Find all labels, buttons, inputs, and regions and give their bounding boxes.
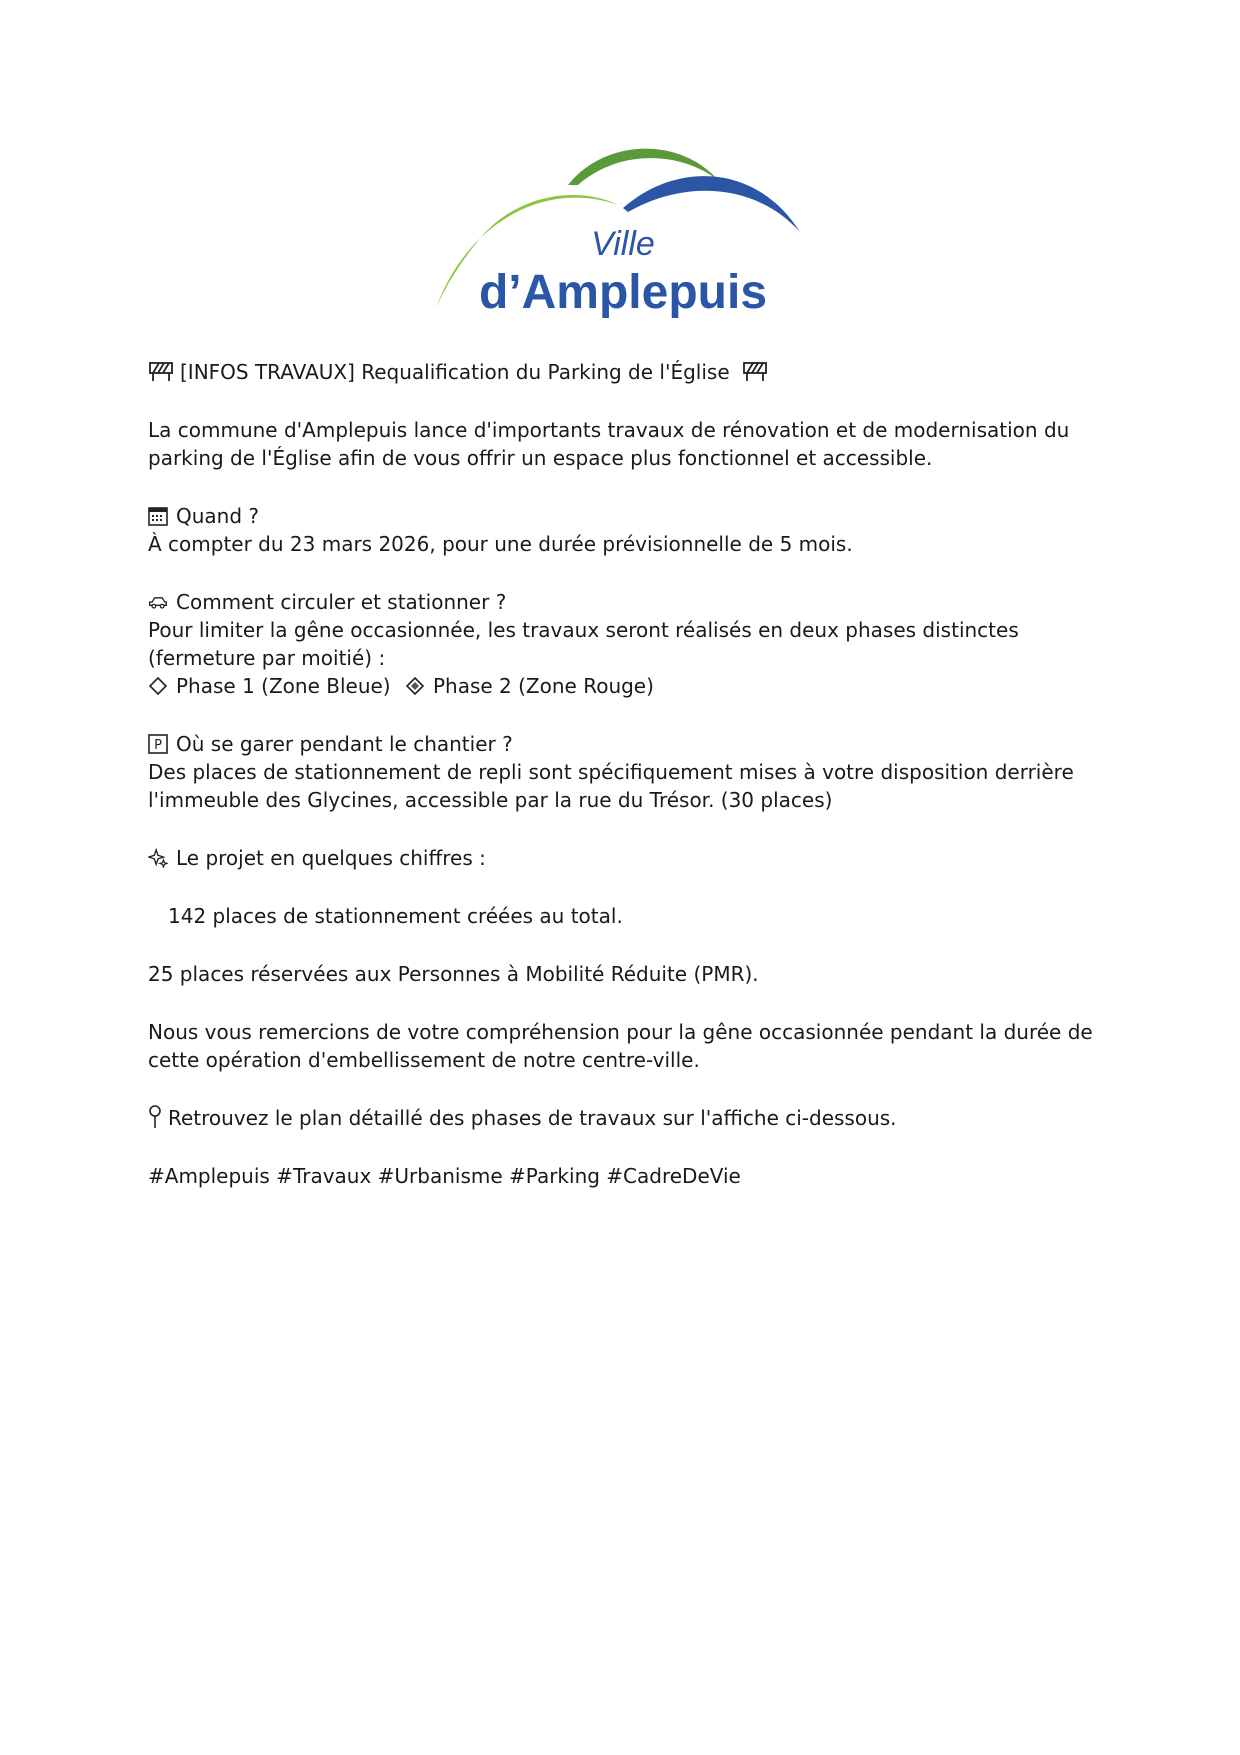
- thanks-paragraph: Nous vous remercions de votre compréhension pour la gêne occasionnée pendant la durée de cette opération d'embellissement de notre centre-ville.: [148, 1020, 1093, 1072]
- diamond-dotted-icon: [405, 676, 425, 696]
- figure-item-2: 25 places réservées aux Personnes à Mobilité Réduite (PMR).: [148, 962, 759, 986]
- when-heading-line: [148, 502, 1098, 530]
- traffic-text: Pour limiter la gêne occasionnée, les travaux seront réalisés en deux phases distinctes (fermeture par moitié) :: [148, 618, 1019, 670]
- when-text: À compter du 23 mars 2026, pour une durée prévisionnelle de 5 mois.: [148, 532, 853, 556]
- logo-line2: d’Amplepuis: [478, 266, 768, 319]
- plan-text: Retrouvez le plan détaillé des phases de travaux sur l'affiche ci-dessous.: [168, 1106, 897, 1130]
- logo-line1: Ville: [591, 225, 655, 263]
- pushpin-icon: [148, 1104, 162, 1130]
- barrier-icon: [148, 359, 174, 383]
- page-title: [INFOS TRAVAUX] Requalification du Parking de l'Église: [180, 360, 730, 384]
- parking-icon-letter: P: [154, 738, 162, 753]
- parking-icon: [148, 734, 168, 754]
- intro-paragraph: La commune d'Amplepuis lance d'importants travaux de rénovation et de modernisation du parking de l'Église afin de vous offrir un espace plus fonctionnel et accessible.: [148, 418, 1070, 470]
- parking-heading-line: [148, 730, 1098, 758]
- parking-heading: Où se garer pendant le chantier ?: [176, 732, 513, 756]
- calendar-icon: [148, 506, 168, 526]
- hashtags: #Amplepuis #Travaux #Urbanisme #Parking #CadreDeVie: [148, 1164, 741, 1188]
- city-logo-graphic: [428, 140, 818, 340]
- when-heading: Quand ?: [176, 504, 260, 528]
- traffic-heading: Comment circuler et stationner ?: [176, 590, 507, 614]
- traffic-heading-line: [148, 588, 1098, 616]
- sparkles-icon: [148, 848, 168, 868]
- phases-line: [148, 672, 1098, 700]
- figures-heading: Le projet en quelques chiffres :: [176, 846, 486, 870]
- figures-heading-line: [148, 844, 1098, 872]
- plan-line: [148, 1104, 1098, 1132]
- phase-1-label: Phase 1 (Zone Bleue): [176, 674, 391, 698]
- diamond-outline-icon: [148, 676, 168, 696]
- title-line: [148, 358, 1098, 386]
- city-logo: [428, 140, 818, 340]
- barrier-icon: [742, 359, 768, 383]
- car-icon: [148, 592, 168, 612]
- parking-text: Des places de stationnement de repli sont spécifiquement mises à votre disposition derrière l'immeuble des Glycines, accessible par la rue du Trésor. (30 places): [148, 760, 1074, 812]
- article-body: [148, 358, 1098, 1190]
- figure-item-1: 142 places de stationnement créées au total.: [168, 904, 623, 928]
- phase-2-label: Phase 2 (Zone Rouge): [432, 674, 654, 698]
